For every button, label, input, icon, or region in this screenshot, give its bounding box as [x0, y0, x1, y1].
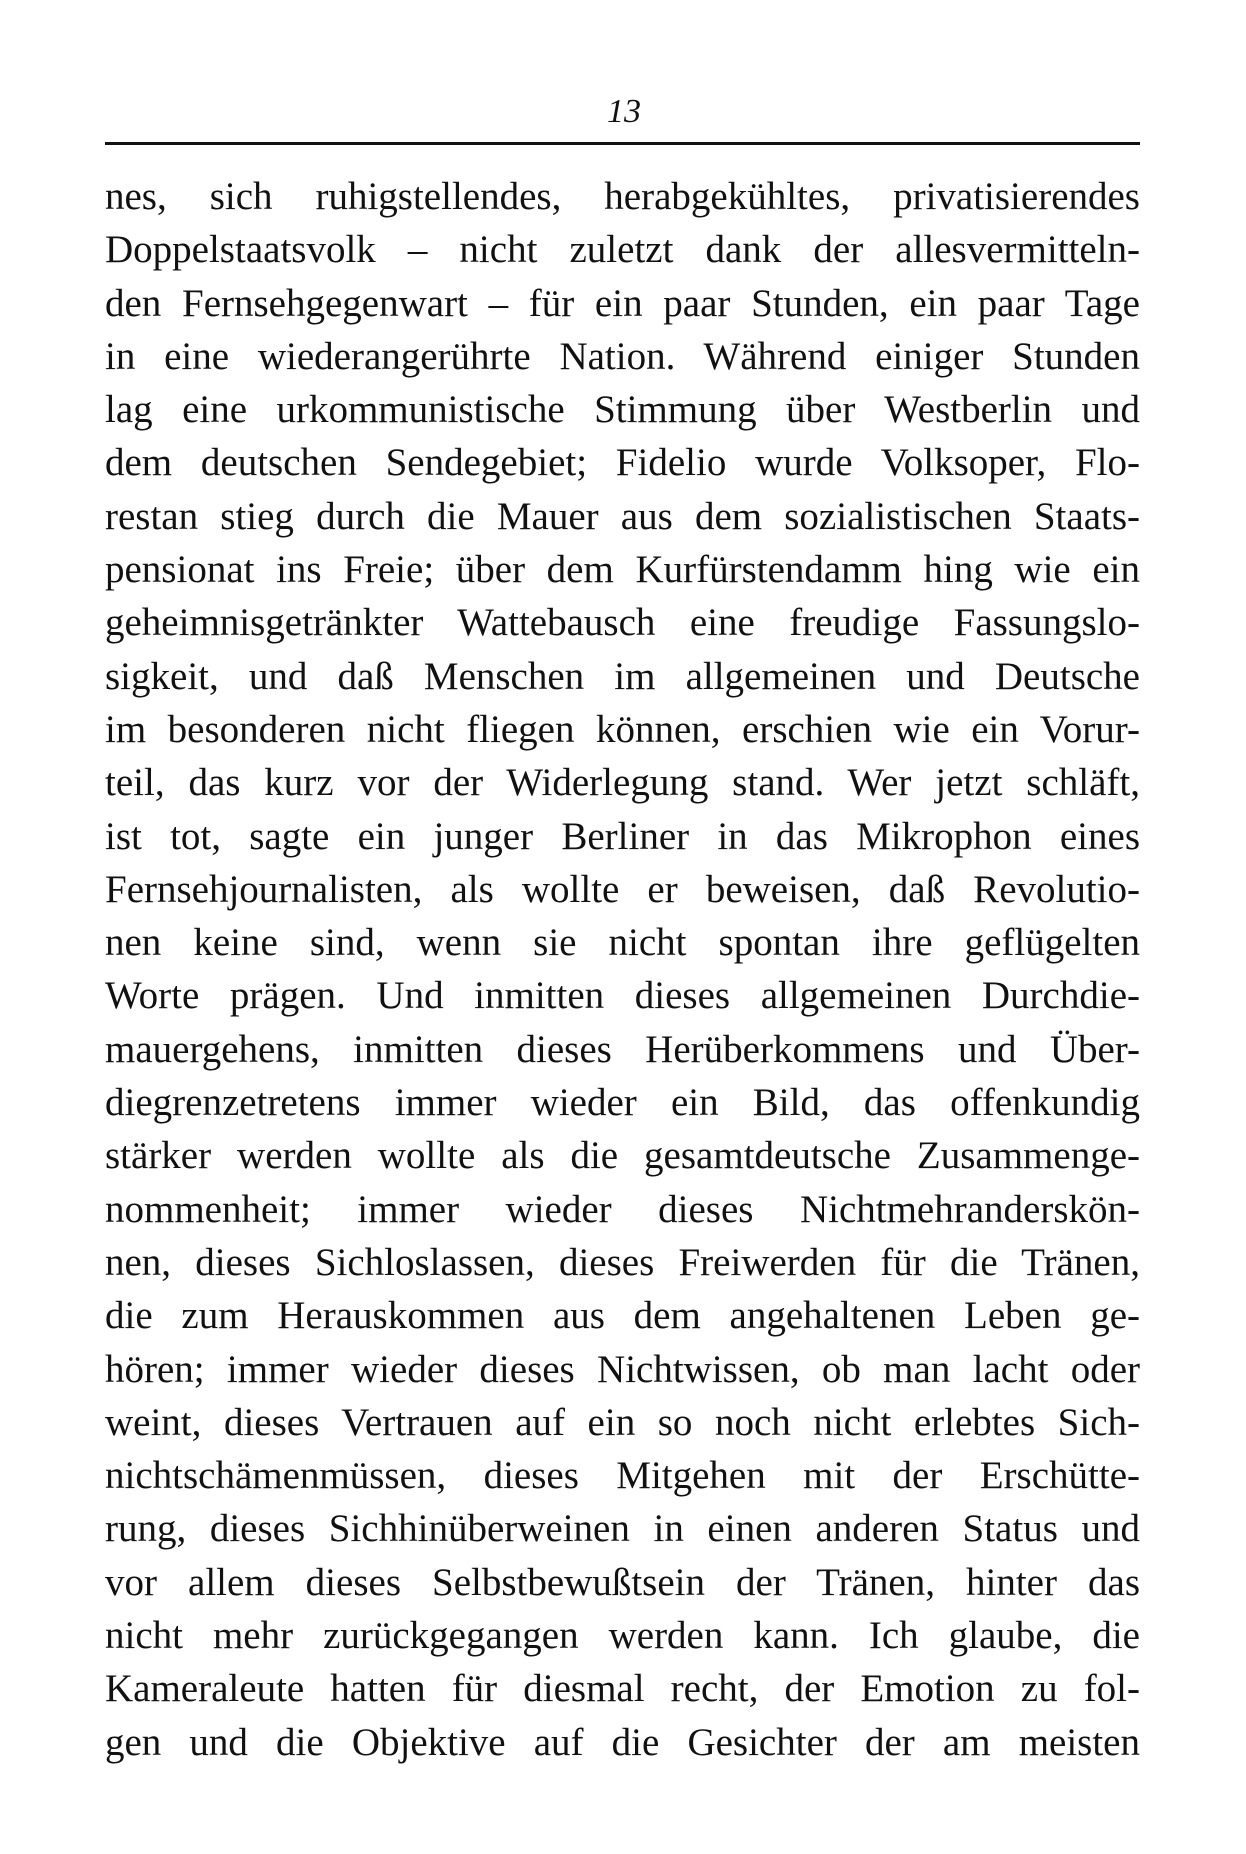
- text-line: vor allem dieses Selbstbewußtsein der Tränen, hinter das: [105, 1560, 1140, 1604]
- text-line: in eine wiederangerührte Nation. Während einiger Stunden: [105, 334, 1140, 378]
- text-line: Worte prägen. Und inmitten dieses allgemeinen Durchdie-: [105, 974, 1140, 1018]
- text-line: stärker werden wollte als die gesamtdeutsche Zusammenge-: [105, 1134, 1140, 1178]
- text-line: nichtschämenmüssen, dieses Mitgehen mit der Erschütte-: [105, 1454, 1140, 1498]
- text-line: weint, dieses Vertrauen auf ein so noch nicht erlebtes Sich-: [105, 1400, 1140, 1444]
- text-line: Fernsehjournalisten, als wollte er beweisen, daß Revolutio-: [105, 867, 1140, 911]
- text-line: teil, das kurz vor der Widerlegung stand. Wer jetzt schläft,: [105, 761, 1140, 805]
- text-line: nommenheit; immer wieder dieses Nichtmehranderskön-: [105, 1187, 1140, 1231]
- text-line: dem deutschen Sendegebiet; Fidelio wurde Volksoper, Flo-: [105, 441, 1140, 485]
- text-line: nes, sich ruhigstellendes, herabgekühltes, privatisierendes: [105, 175, 1140, 218]
- text-line: mauergehens, inmitten dieses Herüberkommens und Über-: [105, 1027, 1140, 1071]
- text-line: nicht mehr zurückgegangen werden kann. Ich glaube, die: [105, 1614, 1140, 1658]
- text-line: die zum Herauskommen aus dem angehaltenen Leben ge-: [105, 1294, 1140, 1338]
- page-number: 13: [607, 93, 641, 130]
- text-line: lag eine urkommunistische Stimmung über Westberlin und: [105, 388, 1140, 432]
- text-line: gen und die Objektive auf die Gesichter der am meisten: [105, 1720, 1140, 1764]
- text-line: ist tot, sagte ein junger Berliner in das Mikrophon eines: [105, 814, 1140, 858]
- text-line: nen keine sind, wenn sie nicht spontan ihre geflügelten: [105, 921, 1140, 965]
- text-line: den Fernsehgegenwart – für ein paar Stunden, ein paar Tage: [105, 281, 1140, 325]
- text-line: geheimnisgetränkter Wattebausch eine freudige Fassungslo-: [105, 601, 1140, 645]
- text-line: Doppelstaatsvolk – nicht zuletzt dank der allesvermitteln-: [105, 228, 1140, 272]
- text-line: sigkeit, und daß Menschen im allgemeinen und Deutsche: [105, 654, 1140, 698]
- text-line: rung, dieses Sichhinüberweinen in einen anderen Status und: [105, 1507, 1140, 1551]
- body-text: [105, 170, 1140, 1769]
- text-line: im besonderen nicht fliegen können, erschien wie ein Vorur-: [105, 707, 1140, 751]
- text-line: Kameraleute hatten für diesmal recht, der Emotion zu fol-: [105, 1667, 1140, 1711]
- text-line: restan stieg durch die Mauer aus dem sozialistischen Staats-: [105, 494, 1140, 538]
- text-line: pensionat ins Freie; über dem Kurfürstendamm hing wie ein: [105, 548, 1140, 592]
- text-line: hören; immer wieder dieses Nichtwissen, ob man lacht oder: [105, 1347, 1140, 1391]
- text-line: nen, dieses Sichloslassen, dieses Freiwerden für die Tränen,: [105, 1240, 1140, 1284]
- text-line: diegrenzetretens immer wieder ein Bild, das offenkundig: [105, 1081, 1140, 1125]
- header-rule: [105, 142, 1140, 145]
